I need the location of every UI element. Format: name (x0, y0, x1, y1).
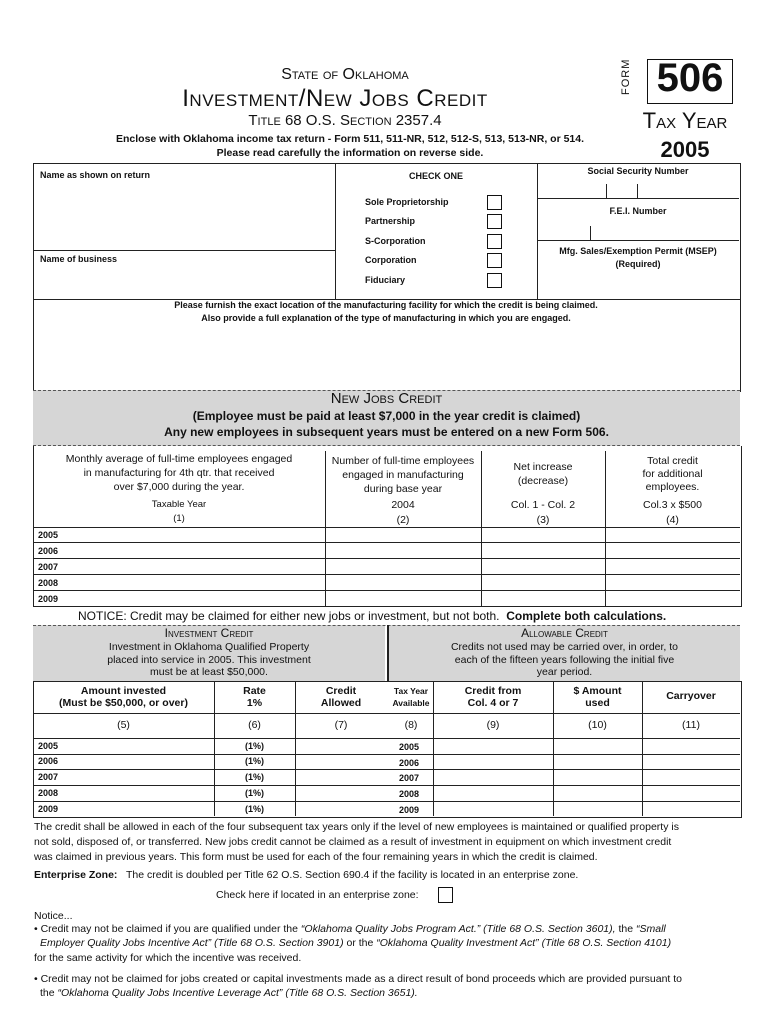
nj-col3-sub: Col. 1 - Col. 2 (510, 499, 576, 511)
footer-para-1: The credit shall be allowed in each of the four subsequent tax years only if the level of new employees is maintained or qualified property is (34, 821, 679, 833)
nj-col4-head-1: Total credit (647, 455, 698, 467)
col11-num: (11) (682, 719, 700, 731)
option-corporation: Corporation (365, 255, 417, 265)
checkbox-fiduciary[interactable] (487, 273, 502, 288)
nj-year-2005: 2005 (38, 530, 59, 540)
rate-2005: (1%) (244, 741, 264, 751)
col10-num: (10) (588, 719, 607, 731)
col10-head-1: $ Amount (573, 685, 622, 697)
col8-head-1: Tax Year (393, 686, 429, 696)
notice-bullet-2-line-2: the “Oklahoma Quality Jobs Incentive Leverage Act” (Title 68 O.S. Section 3651). (40, 987, 418, 999)
checkbox-corporation[interactable] (487, 253, 502, 268)
inv-year-2007: 2007 (38, 772, 59, 782)
investment-title: Investment Credit (164, 626, 254, 640)
nj-col2-head-2: engaged in manufacturing (342, 469, 464, 481)
col9-head-1: Credit from (464, 685, 522, 697)
notice-bullet-2-line-1: • Credit may not be claimed for jobs created or capital investments made as a direct result of bond proceeds which are provided pursuant to (34, 973, 683, 985)
investment-desc-1: Investment in Oklahoma Qualified Property (108, 641, 310, 653)
tax-year-label: Tax Year (642, 108, 728, 133)
msep-required: (Required) (615, 259, 661, 269)
nj-col2-num: (2) (396, 514, 410, 526)
nj-year-2008: 2008 (38, 578, 59, 588)
checkbox-sole-proprietorship[interactable] (487, 195, 502, 210)
nj-year-2006: 2006 (38, 546, 59, 556)
nj-col1-head-1: Monthly average of full-time employees engaged (65, 453, 293, 465)
col5-head-1: Amount invested (80, 685, 167, 697)
nj-year-2009: 2009 (38, 594, 59, 604)
alw-year-2009: 2009 (399, 805, 420, 815)
option-s-corporation: S-Corporation (365, 236, 426, 246)
col5-num: (5) (117, 719, 130, 731)
nj-col1-head-2: in manufacturing for 4th qtr. that received (83, 467, 275, 479)
notice-either-or: NOTICE: Credit may be claimed for either new jobs or investment, but not both. Complete both calculations. (78, 609, 667, 623)
name-field[interactable] (36, 183, 332, 247)
msep-field[interactable] (540, 272, 736, 298)
rate-2009: (1%) (244, 804, 264, 814)
allowable-desc-3: year period. (536, 666, 593, 678)
allowable-desc-1: Credits not used may be carried over, in order, to (450, 641, 679, 653)
investment-desc-3: must be at least $50,000. (150, 666, 268, 678)
checkbox-partnership[interactable] (487, 214, 502, 229)
allowable-title: Allowable Credit (521, 626, 608, 640)
nj-col1-num: (1) (173, 513, 185, 524)
rate-2008: (1%) (244, 788, 264, 798)
nj-col2-head-1: Number of full-time employees (331, 455, 475, 467)
state-name: State of Oklahoma (281, 66, 409, 83)
footer-para-3: was claimed in previous years. This form must be used for each of the four remaining years in which the credit is claimed. (34, 851, 598, 863)
col9-head-2: Col. 4 or 7 (467, 697, 519, 709)
fei-field[interactable] (540, 218, 736, 238)
col6-head-1: Rate (243, 685, 266, 697)
notice-bullet-1-line-1: • Credit may not be claimed if you are qualified under the “Oklahoma Quality Jobs Program Act.” (Title 68 O.S. Section 3601), the “Small (34, 923, 666, 935)
alw-year-2008: 2008 (399, 789, 420, 799)
nj-col4-sub: Col.3 x $500 (643, 499, 702, 511)
inv-year-2008: 2008 (38, 788, 59, 798)
nj-col4-num: (4) (666, 514, 679, 526)
inv-year-2009: 2009 (38, 804, 59, 814)
footer-para-2: not sold, disposed of, or transferred. New jobs credit cannot be claimed as a result of investment in equipment on which investment credit (34, 836, 672, 848)
nj-col2-sub: 2004 (391, 499, 415, 511)
nj-col1-sub: Taxable Year (151, 499, 207, 510)
fei-label: F.E.I. Number (609, 206, 667, 216)
col11-head: Carryover (666, 690, 716, 702)
notice-bullet-1-line-3: for the same activity for which the incentive was received. (34, 952, 302, 964)
notice-heading: Notice... (34, 910, 73, 922)
location-line-1: Please furnish the exact location of the manufacturing facility for which the credit is being claimed. (174, 300, 598, 310)
enterprise-zone-label: Enterprise Zone: (34, 869, 118, 881)
col7-head-1: Credit (325, 685, 357, 697)
col8-num: (8) (404, 719, 418, 731)
col7-head-2: Allowed (320, 697, 362, 709)
location-line-2: Also provide a full explanation of the type of manufacturing in which you are engaged. (201, 313, 571, 323)
ssn-label: Social Security Number (587, 166, 689, 176)
notice-complete-both: Complete both calculations. (506, 609, 667, 623)
option-fiduciary: Fiduciary (365, 275, 406, 285)
col6-head-2: 1% (246, 697, 263, 709)
alw-year-2007: 2007 (399, 773, 420, 783)
notice-bullet-1-line-2: Employer Quality Jobs Incentive Act” (Title 68 O.S. Section 3901) or the “Oklahoma Quality Investment Act” (Title 68 O.S. Section 4101) (40, 937, 672, 949)
tax-year: 2005 (660, 137, 710, 162)
form-number: 506 (656, 56, 724, 100)
new-jobs-sub-1: (Employee must be paid at least $7,000 in the year credit is claimed) (192, 409, 581, 423)
nj-col1-head-3: over $7,000 during the year. (113, 481, 245, 493)
nj-col3-num: (3) (536, 514, 550, 526)
msep-label: Mfg. Sales/Exemption Permit (MSEP) (559, 246, 717, 256)
ssn-field[interactable] (540, 178, 736, 196)
title-section: Title 68 O.S. Section 2357.4 (248, 112, 442, 129)
nj-year-2007: 2007 (38, 562, 59, 572)
allowable-desc-2: each of the fifteen years following the initial five (454, 654, 675, 666)
inv-year-2005: 2005 (38, 741, 59, 751)
form-title: Investment/New Jobs Credit (182, 85, 488, 112)
col9-num: (9) (486, 719, 500, 731)
new-jobs-title: New Jobs Credit (330, 390, 443, 407)
form-label: FORM (620, 58, 632, 95)
read-note: Please read carefully the information on reverse side. (216, 147, 484, 159)
nj-col4-head-2: for additional (642, 468, 703, 480)
col8-head-2: Available (392, 698, 430, 708)
option-partnership: Partnership (365, 216, 416, 226)
new-jobs-sub-2: Any new employees in subsequent years must be entered on a new Form 506. (164, 425, 609, 439)
alw-year-2005: 2005 (399, 742, 420, 752)
col10-head-2: used (585, 697, 610, 709)
name-label: Name as shown on return (40, 170, 151, 180)
nj-col3-head-1: Net increase (513, 461, 573, 473)
enterprise-zone-line: Enterprise Zone: The credit is doubled per Title 62 O.S. Section 690.4 if the facility is located in an enterprise zone. (34, 869, 579, 881)
nj-col4-head-3: employees. (645, 481, 700, 493)
col6-num: (6) (248, 719, 261, 731)
enclose-note: Enclose with Oklahoma income tax return - Form 511, 511-NR, 512, 512-S, 513, 513-NR, or 514. (115, 133, 585, 145)
enterprise-zone-check-label: Check here if located in an enterprise zone: (216, 889, 419, 901)
inv-year-2006: 2006 (38, 756, 59, 766)
rate-2007: (1%) (244, 772, 264, 782)
check-one-label: CHECK ONE (408, 171, 463, 181)
rate-2006: (1%) (244, 756, 264, 766)
business-field[interactable] (36, 266, 332, 298)
option-sole-proprietorship: Sole Proprietorship (365, 197, 449, 207)
business-label: Name of business (40, 254, 118, 264)
nj-col3-head-2: (decrease) (517, 475, 569, 487)
checkbox-s-corporation[interactable] (487, 234, 502, 249)
enterprise-zone-checkbox[interactable] (438, 887, 453, 903)
nj-col2-head-3: during base year (363, 483, 443, 495)
col5-head-2: (Must be $50,000, or over) (59, 697, 188, 709)
alw-year-2006: 2006 (399, 758, 420, 768)
investment-desc-2: placed into service in 2005. This investment (107, 654, 311, 666)
col7-num: (7) (334, 719, 348, 731)
